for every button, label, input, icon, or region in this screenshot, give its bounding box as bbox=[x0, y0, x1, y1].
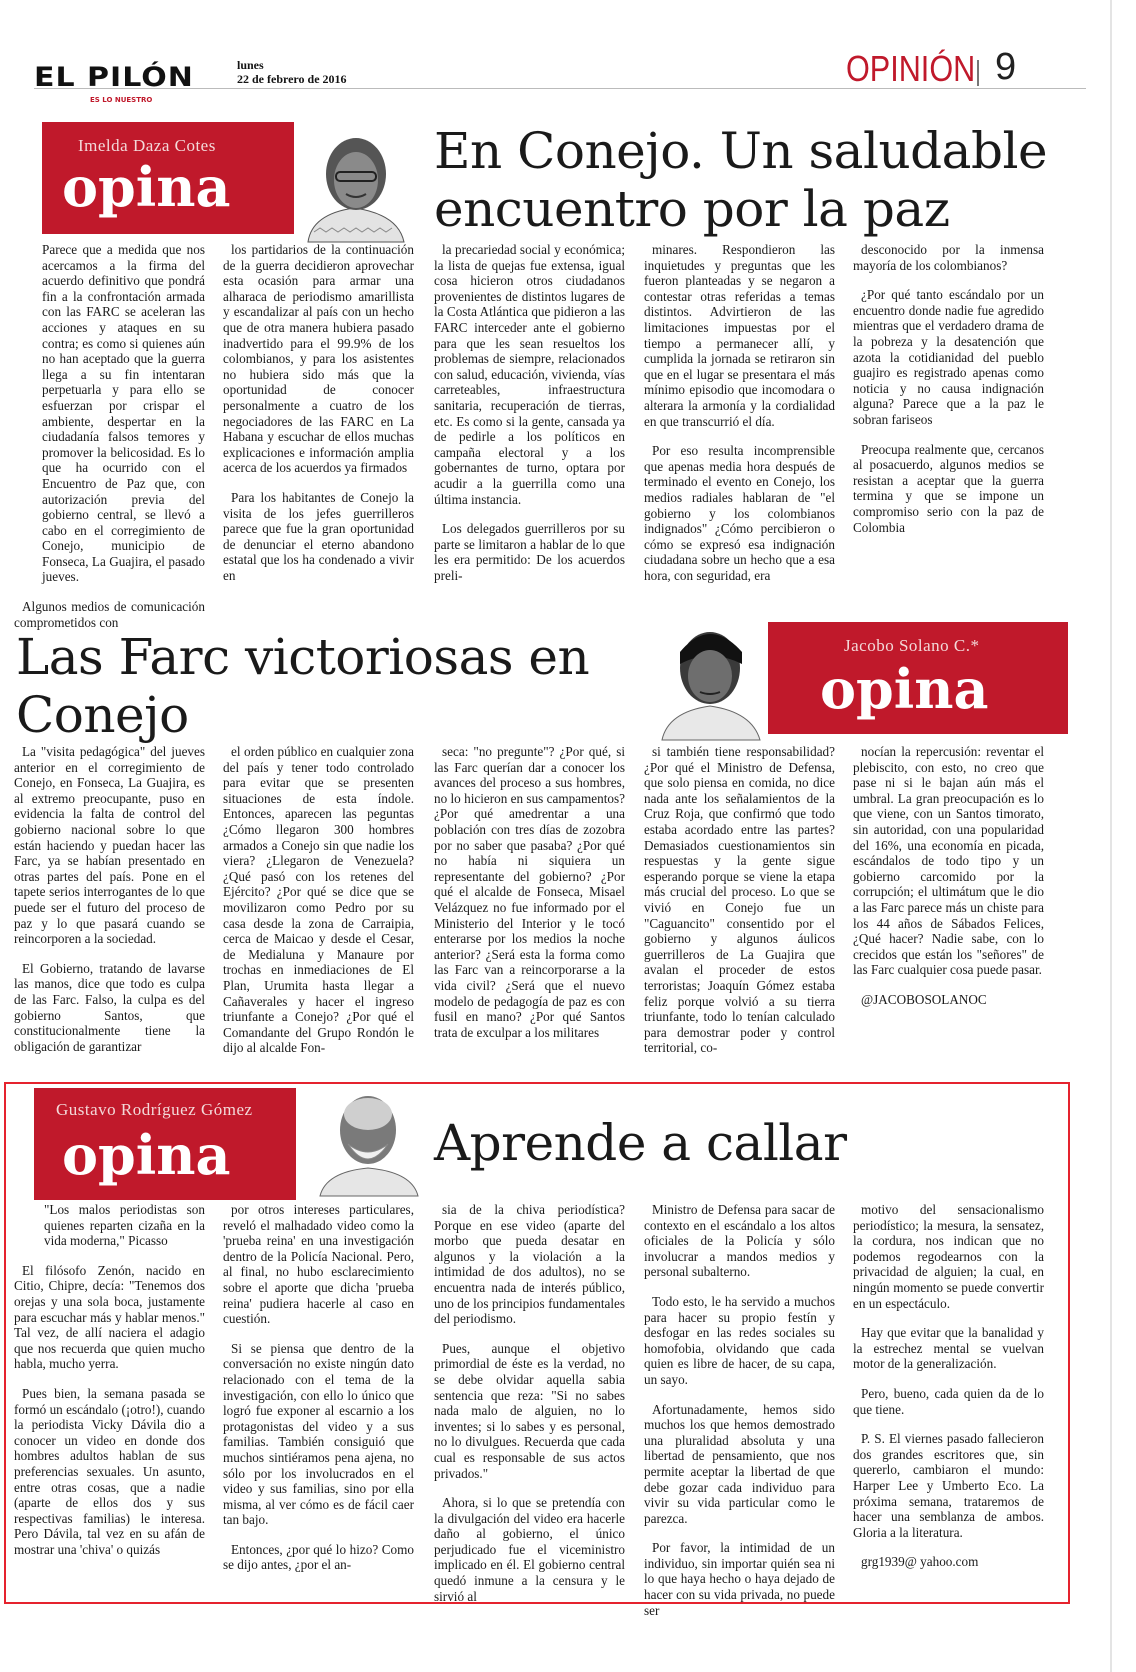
paragraph: P. S. El viernes pasado fallecieron dos grandes escritores que, sin quererlo, cambiaron el mundo: Harper Lee y Umberto Eco. La próxima semana, trataremos de hacer una semblanza de ambos. Gloria a la literatura. bbox=[853, 1431, 1044, 1540]
paragraph: Todo esto, le ha servido a muchos para hacer su propio festín y desfogar en las redes sociales su homofobia, olvidando que cada quien es libre de hacer, de su capa, un sayo. bbox=[644, 1293, 835, 1387]
paragraph: Preocupa realmente que, cercanos al posacuerdo, algunos medios se resistan a aceptar que la guerra termina y que se impone un compromiso serio con la paz de Colombia bbox=[853, 441, 1044, 535]
paragraph: Ministro de Defensa para sacar de contexto en el escándalo a los altos oficiales de la Policía y sólo involucrar a mandos medios y personal subalterno. bbox=[644, 1202, 835, 1280]
article2-column-4 bbox=[644, 744, 835, 1068]
twitter-handle[interactable]: @JACOBOSOLANOC bbox=[861, 991, 987, 1007]
paragraph: desconocido por la inmensa mayoría de los colombianos? bbox=[853, 242, 1044, 273]
article3-column-2 bbox=[223, 1202, 414, 1572]
paragraph: Por eso resulta incomprensible que apenas media hora después de terminado el evento en Conejo, los medios radiales hablaran de "el gobierno y los colombianos indignados" ¿Cómo percibieron o cómo se expresó esa indignación ciudadana sobre un hecho que a esa hora, con seguridad, era bbox=[644, 443, 835, 583]
headline-2: Las Farc victoriosas en Conejo bbox=[16, 628, 590, 744]
opina-label: opina bbox=[62, 155, 231, 219]
day: lunes bbox=[237, 58, 264, 72]
article2-column-2 bbox=[223, 744, 414, 1068]
paragraph: El filósofo Zenón, nacido en Citio, Chipre, decía: "Tenemos dos orejas y una sola boca, justamente para escuchar más y hablar menos." Tal vez, de allí naciera el adagio que nos recuerda que quien mucho habla, mucho yerra. bbox=[14, 1262, 205, 1372]
paragraph: Hay que evitar que la banalidad y la estrechez mental se vuelvan motor de la generalización. bbox=[853, 1325, 1044, 1372]
paragraph: motivo del sensacionalismo periodístico; la mesura, la sensatez, la cordura, nos indican que no podemos regodearnos con la privacidad de alguien; la cual, en ningún momento se puede convertir en un espectáculo. bbox=[853, 1202, 1044, 1311]
article1-column-5 bbox=[853, 242, 1044, 610]
paragraph: "Los malos periodistas son quienes reparten cizaña en la vida moderna," Picasso bbox=[44, 1202, 205, 1249]
article3-column-1 bbox=[14, 1202, 205, 1572]
author-photo bbox=[316, 1086, 422, 1196]
logo-tagline: ES LO NUESTRO bbox=[90, 96, 153, 104]
paragraph: los partidarios de la continuación de la guerra decidieron aprovechar esta ocasión para armar una alharaca de periodismo amarillista y escandalizar al país con un hecho que de otra manera hubiera pasado inadvertido para el 99.9% de los colombianos, y para los asistentes no hubiera sido más que la oportunidad de conocer personalmente a cuatro de los negociadores de las FARC en La Habana y escuchar de ellos muchas explicaciones e información amplia acerca de los acuerdos ya firmados bbox=[223, 242, 414, 476]
dateline bbox=[237, 58, 347, 86]
date: 22 de febrero de 2016 bbox=[237, 72, 347, 86]
paragraph: ¿Por qué tanto escándalo por un encuentro donde nadie fue agredido mientras que el verdadero drama de la pobreza y la desatención que azota la cotidianidad del pueblo guajiro es registrado apenas como noticia y no causa indignación alguna? Parece que a la paz le sobran fariseos bbox=[853, 287, 1044, 427]
paragraph: Para los habitantes de Conejo la visita de los jefes guerrilleros parece que fue la gran oportunidad de denunciar el eterno abandono estatal que los ha condenado a vivir en bbox=[223, 489, 414, 583]
page-number: 9 bbox=[995, 46, 1017, 88]
article1-column-3 bbox=[434, 242, 625, 610]
opina-label: opina bbox=[62, 1123, 231, 1187]
paragraph: la precariedad social y económica; la lista de quejas fue extensa, igual cosa hicieron otros ciudadanos provenientes de distintos lugares de la Costa Atlántica que pidieron a las FARC interceder ante el gobierno para que les sean resueltos los problemas de siempre, relacionados con salud, educación, vivienda, vías carreteables, infraestructura sanitaria, recuperación de tierras, etc. Es como si la gente, cansada ya de pedirle a los políticos en campaña electoral y a los gobernantes de turno, optara por acudir a la guerrilla como una última instancia. bbox=[434, 242, 625, 507]
article3-column-4 bbox=[644, 1202, 835, 1618]
paragraph: minares. Respondieron las inquietudes y preguntas que les fueron planteadas y se negaron a contestar otras referidas a temas distintos. Advirtieron de las limitaciones impuestas por el tiempo a permanecer allí, y cumplida la jornada se retiraron sin que en el lugar se presentara el más mínimo episodio que incomodara o alterara la armonía y la cordialidad en que transcurrió el día. bbox=[644, 242, 835, 429]
author-photo bbox=[652, 622, 768, 740]
author-name: Gustavo Rodríguez Gómez bbox=[56, 1100, 253, 1119]
paragraph: Ahora, si lo que se pretendía con la divulgación del video era hacerle daño al gobierno, el único perjudicado fue el viceministro implicado en él. El gobierno central quedó inmune a la censura y le sirvió al bbox=[434, 1495, 625, 1604]
paragraph: el orden público en cualquier zona del país y tener todo controlado para evitar que se presenten situaciones de esta índole. Entonces, aparecen las peguntas ¿Cómo llegaron 300 hombres armados a Conejo sin que nadie los viera? ¿Llegaron de Venezuela? ¿Qué pasó con los retenes del Ejército? ¿Por qué se dice que se movilizaron como Pedro por su casa desde la zona de Carraipia, cerca de Maicao y desde el Cesar, de Medialuna y Manaure por trochas en inmediaciones de El Plan, Urumita hasta llegar a Cañaverales y hacer el ingreso triunfante a Conejo? ¿Por qué el Comandante del Grupo Rondón le dijo al alcalde Fon- bbox=[223, 744, 414, 1056]
paragraph: Por favor, la intimidad de un individuo, sin importar quién sea ni lo que haya hecho o haya dejado de hacer con su vida privada, no puede ser bbox=[644, 1540, 835, 1618]
paragraph: Pero, bueno, cada quien da de lo que tiene. bbox=[853, 1385, 1044, 1417]
paragraph: Pues, aunque el objetivo primordial de éste es la verdad, no se debe olvidar aquella sabia sentencia que reza: "Si no sabes nada malo de alguien, no lo inventes; si lo sabes y es personal, no lo divulgues. Recuerda que cada cual es responsable de sus actos privados." bbox=[434, 1340, 625, 1481]
author-portrait-icon bbox=[652, 622, 768, 740]
paragraph: Pues bien, la semana pasada se formó un escándalo (¡otro!), cuando la periodista Vicky Dávila dio a conocer un video en donde dos hombres adultos hablan de sus preferencias sexuales. Un asunto, entre otras cosas, que a nadie (aparte de ellos dos y sus respectivas familias) le interesa. Pero Dávila, tal vez en su afán de mostrar una 'chiva' o quizás bbox=[14, 1385, 205, 1557]
headline-1: En Conejo. Un saludable encuentro por la paz bbox=[434, 122, 1048, 238]
paragraph: Algunos medios de comunicación comprometidos con bbox=[14, 599, 205, 630]
paragraph: El Gobierno, tratando de lavarse las manos, dice que todo es culpa de las Farc. Falso, la culpa es del gobierno Santos, que constitucionalmente tiene la obligación de garantizar bbox=[14, 960, 205, 1054]
article2-column-5 bbox=[853, 744, 1044, 1068]
paragraph: si también tiene responsabilidad? ¿Por qué el Ministro de Defensa, que solo piensa en comida, no dice nada ante los señalamientos de la Cruz Roja, que confirmó que todo estaba acordado entre las partes? Demasiados cuestionamientos sin respuestas y la gente sigue esperando porque se viene la etapa más crucial del proceso. Lo que se vivió en Conejo fue un "Caguancito" consentido por el gobierno y algunos áulicos guerrilleros de La Guajira que avalan el proceder de estos terroristas; Joaquín Gómez estaba feliz porque volvió a su tierra triunfante, todo lo tenían calculado para demostrar poder y control territorial, co- bbox=[644, 744, 835, 1056]
author-portrait-icon bbox=[294, 122, 416, 242]
article3-column-3 bbox=[434, 1202, 625, 1604]
paragraph: seca: "no pregunte"? ¿Por qué, si las Farc querían dar a conocer los avances del proceso a sus hombres, no lo hicieron en sus campamentos? ¿Por qué amedrentar a una población con tres días de zozobra por no saber que pasaba? ¿Por qué no había ni siquiera un representante del gobierno? ¿Por qué el alcalde de Fonseca, Misael Velázquez no fue informado por el Ministerio del Interior y le tocó enterarse por los medios la noche anterior? ¿Será esta la forma como las Farc van a reincorporarse a la vida civil? ¿Será que el nuevo modelo de pedagogía de paz es con fusil en mano? ¿Por qué Santos trata de exculpar a los militares bbox=[434, 744, 625, 1040]
paragraph: por otros intereses particulares, reveló el malhadado video como la 'prueba reina' en una investigación dentro de la Policía Nacional. Pero, al final, no hubo esclarecimiento sobre el aporte que dicha 'prueba reina' pudiera hacerle al caso en cuestión. bbox=[223, 1202, 414, 1327]
opina-banner-2 bbox=[768, 622, 1068, 734]
author-name: Imelda Daza Cotes bbox=[78, 136, 216, 155]
author-name: Jacobo Solano C.* bbox=[844, 636, 980, 655]
paragraph: Afortunadamente, hemos sido muchos los que hemos demostrado una pluralidad absoluta y una libertad de pensamiento, que nos permite aceptar la libertad de que debe gozar cada individuo para vivir su vida particular como le parezca. bbox=[644, 1401, 835, 1526]
paragraph: Si se piensa que dentro de la conversación no existe ningún dato relacionado con el tema de la investigación, con ello lo único que logró fue exponer al escarnio a los protagonistas del video y a sus familias. También consiguió que muchos sintiéramos pena ajena, no sólo por los involucrados en el video y sus familias, sino por ella misma, al ver cómo es de fácil caer tan bajo. bbox=[223, 1340, 414, 1528]
article1-column-4 bbox=[644, 242, 835, 610]
opina-banner-3 bbox=[34, 1088, 296, 1200]
paragraph: Entonces, ¿por qué lo hizo? Como se dijo antes, ¿por el an- bbox=[223, 1541, 414, 1573]
headline-3: Aprende a callar bbox=[434, 1114, 847, 1172]
opina-label: opina bbox=[820, 657, 989, 721]
paragraph: nocían la repercusión: reventar el plebiscito, con esto, no creo que pase ni si le bajan aún más el umbral. La gran preocupación es lo que viene, con un Santos timorato, sin autoridad, con una popularidad del 16%, una economía en picada, escándalos de todo tipo y un gobierno carcomido por la corrupción; el ultimátum que le dio a las Farc parece más un chiste para los 44 años de Sábados Felices, ¿Qué hacer? Nadie sabe, con lo crecidos que están los "señores" de las Farc cualquier cosa puede pasar. bbox=[853, 744, 1044, 978]
paragraph: Parece que a medida que nos acercamos a la firma del acuerdo definitivo que pondrá fin a la confrontación armada con las FARC se aceleran las acciones y ataques en su contra; es como si quienes aún no han aceptado que la guerra llega a su fin intentaran perpetuarla y para ello se esfuerzan por crispar el ambiente, despertar en la ciudadanía falsos temores y promover la belicosidad. Es lo que ha ocurrido con el Encuentro de Paz que, con autorización previa del gobierno central, se llevó a cabo en el corregimiento de Conejo, municipio de Fonseca, La Guajira, el pasado jueves. bbox=[42, 242, 205, 585]
scan-mark bbox=[1110, 0, 1112, 1672]
author-photo bbox=[294, 122, 416, 242]
paragraph: sia de la chiva periodística? Porque en ese video (aparte del morbo que pueda desatar en algunos y la violación a la intimidad de dos adultos), no se encuentra nada de interés público, uno de los principios fundamentales del periodismo. bbox=[434, 1202, 625, 1327]
article1-column-1 bbox=[14, 242, 205, 630]
article1-column-2 bbox=[223, 242, 414, 610]
author-email[interactable]: grg1939@ yahoo.com bbox=[861, 1554, 979, 1570]
author-portrait-icon bbox=[316, 1086, 422, 1196]
newspaper-logo: EL PILÓN bbox=[34, 61, 194, 94]
article3-column-5 bbox=[853, 1202, 1044, 1572]
paragraph: La "visita pedagógica" del jueves anterior en el corregimiento de Conejo, en Fonseca, La Guajira, es al extremo preocupante, puso en evidencia la falta de control del gobierno nacional sobre lo que están haciendo y puedan hacer las Farc, ya se habían presentado en otras partes del país. Pone en el tapete serios interrogantes de lo que puede ser el futuro del proceso de paz y lo que pasará cuando se reincorporen a la sociedad. bbox=[14, 744, 205, 947]
article2-column-1 bbox=[14, 744, 205, 1068]
opina-banner-1 bbox=[42, 122, 294, 234]
paragraph: Los delegados guerrilleros por su parte se limitaron a hablar de lo que les era permitido: De los acuerdos preli- bbox=[434, 521, 625, 583]
section-title: OPINIÓN bbox=[846, 48, 976, 89]
section-divider bbox=[977, 60, 979, 86]
article2-column-3 bbox=[434, 744, 625, 1068]
